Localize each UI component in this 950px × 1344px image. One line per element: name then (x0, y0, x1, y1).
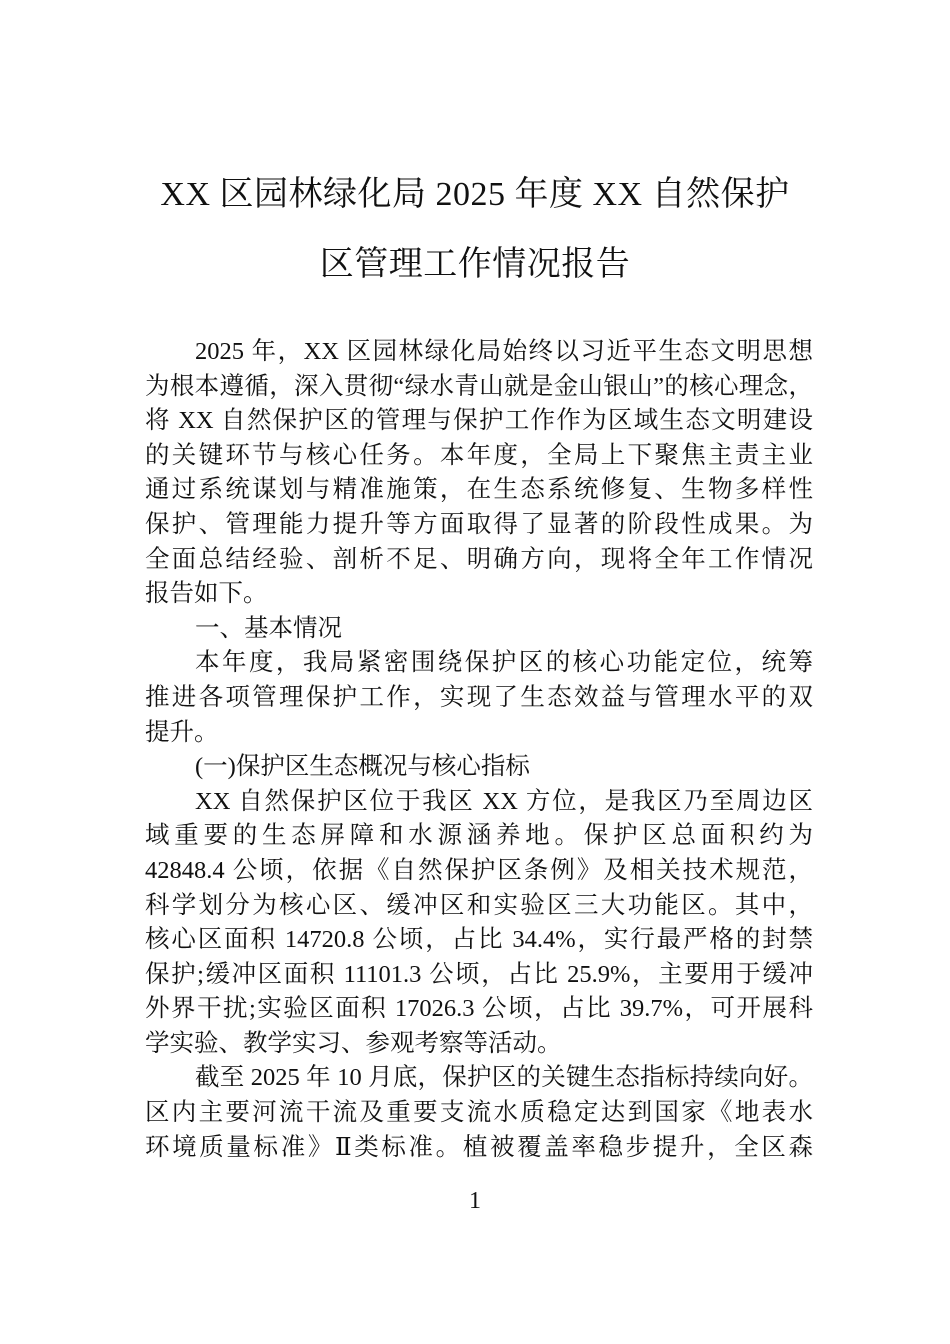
page-number: 1 (469, 1188, 481, 1214)
text-line: 核心区面积 14720.8 公顷，占比 34.4%，实行最严格的封禁 (145, 926, 813, 954)
text-line: 科学划分为核心区、缓冲区和实验区三大功能区。其中， (145, 891, 813, 919)
text-line: 环境质量标准》Ⅱ类标准。植被覆盖率稳步提升，全区森 (145, 1133, 813, 1161)
text-line: 提升。 (145, 718, 219, 746)
document-title-line-1: XX 区园林绿化局 2025 年度 XX 自然保护 (160, 176, 790, 213)
text-line: XX 自然保护区位于我区 XX 方位，是我区乃至周边区 (195, 787, 813, 815)
text-line: 区内主要河流干流及重要支流水质稳定达到国家《地表水 (145, 1099, 813, 1127)
text-line: 2025 年，XX 区园林绿化局始终以习近平生态文明思想 (195, 338, 813, 365)
text-line: 保护、管理能力提升等方面取得了显著的阶段性成果。为 (145, 510, 813, 538)
text-line: 报告如下。 (145, 580, 268, 608)
text-line: 42848.4 公顷，依据《自然保护区条例》及相关技术规范， (145, 856, 813, 884)
subsection-heading-ecology-overview: (一)保护区生态概况与核心指标 (195, 753, 530, 781)
text-line: 外界干扰;实验区面积 17026.3 公顷，占比 39.7%，可开展科 (145, 995, 813, 1023)
paragraph-overview (145, 646, 813, 750)
text-line: 本年度，我局紧密围绕保护区的核心功能定位，统筹 (195, 649, 813, 677)
text-line: 保护;缓冲区面积 11101.3 公顷，占比 25.9%，主要用于缓冲 (145, 960, 813, 988)
paragraph-ecological-indicators (145, 1061, 813, 1165)
section-heading-basic-situation: 一、基本情况 (195, 614, 342, 642)
text-line: 全面总结经验、剖析不足、明确方向，现将全年工作情况 (145, 545, 813, 573)
document-title-line-2: 区管理工作情况报告 (319, 246, 631, 283)
text-line: 通过系统谋划与精准施策，在生态系统修复、生物多样性 (145, 476, 813, 504)
text-line: 域重要的生态屏障和水源涵养地。保护区总面积约为 (145, 822, 813, 850)
text-line: 截至 2025 年 10 月底，保护区的关键生态指标持续向好。 (195, 1064, 813, 1092)
text-line: 为根本遵循，深入贯彻“绿水青山就是金山银山”的核心理念， (145, 372, 813, 400)
text-line: 推进各项管理保护工作，实现了生态效益与管理水平的双 (145, 683, 813, 711)
text-line: 的关键环节与核心任务。本年度，全局上下聚焦主责主业 (145, 441, 813, 469)
paragraph-intro (145, 335, 813, 612)
text-line: 将 XX 自然保护区的管理与保护工作作为区域生态文明建设 (145, 407, 813, 435)
paragraph-area-breakdown (145, 785, 813, 1062)
document-body (145, 335, 813, 1165)
text-line: 学实验、教学实习、参观考察等活动。 (145, 1029, 562, 1057)
